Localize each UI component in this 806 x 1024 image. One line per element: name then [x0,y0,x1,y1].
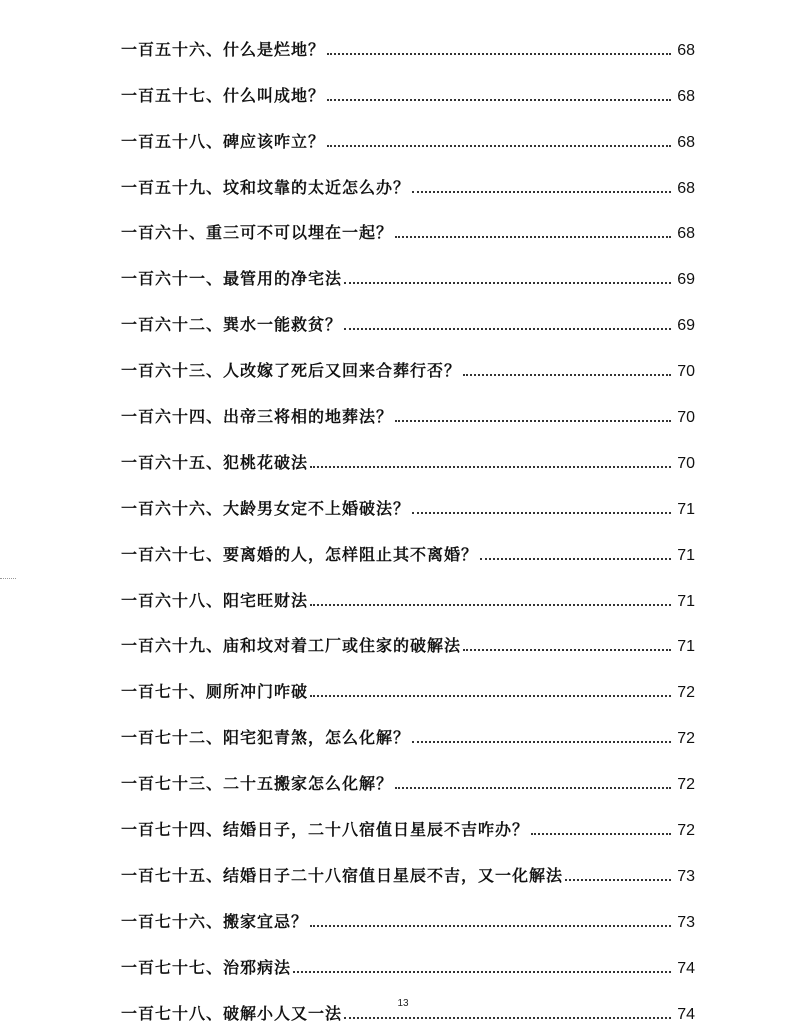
leader-dots [310,925,671,927]
toc-entry[interactable] [121,335,695,381]
toc-entry-number: 一百六十四、 [121,407,224,427]
leader-dots [395,787,671,789]
leader-dots [565,879,671,881]
toc-entry-page: 69 [677,317,695,335]
toc-entry[interactable] [121,748,695,794]
toc-entry-page: 71 [677,592,695,610]
toc-entry-title: 阳宅旺财法 [223,590,309,610]
toc-entry-title: 什么是烂地？ [223,39,326,59]
toc-entry[interactable] [121,932,695,978]
toc-entry[interactable] [121,106,695,152]
leader-dots [327,99,671,101]
toc-entry-page: 73 [677,867,695,885]
toc-entry-page: 71 [677,500,695,518]
leader-dots [412,191,671,193]
toc-entry-number: 一百六十二、 [121,315,224,335]
toc-entry-page: 68 [677,225,695,243]
toc-entry-title: 最管用的净宅法 [223,269,343,289]
toc-entry-number: 一百六十五、 [121,452,224,472]
leader-dots [480,558,671,560]
toc-entry-number: 一百七十三、 [121,774,224,794]
toc-entry[interactable] [121,152,695,198]
toc-entry[interactable] [121,519,695,565]
toc-entry-page: 72 [677,822,695,840]
leader-dots [463,649,671,651]
toc-entry-number: 一百六十一、 [121,269,224,289]
leader-dots [344,328,671,330]
toc-entry-title: 人改嫁了死后又回来合葬行否？ [223,361,462,381]
toc-entry-page: 74 [677,1005,695,1023]
leader-dots [327,53,671,55]
toc-entry[interactable] [121,60,695,106]
toc-entry-page: 70 [677,363,695,381]
toc-entry-title: 破解小人又一法 [223,1003,343,1023]
toc-entry[interactable] [121,198,695,244]
toc-entry-page: 71 [677,638,695,656]
leader-dots [395,420,671,422]
toc-entry-number: 一百七十五、 [121,865,224,885]
toc-entry-title: 坟和坟靠的太近怎么办？ [223,177,411,197]
toc-entry[interactable] [121,702,695,748]
toc-entry-number: 一百七十四、 [121,820,224,840]
toc-entry[interactable] [121,289,695,335]
toc-entry[interactable] [121,794,695,840]
toc-entry-page: 70 [677,409,695,427]
toc-entry-title: 犯桃花破法 [223,452,309,472]
leader-dots [310,695,671,697]
toc-entry-number: 一百六十六、 [121,498,224,518]
toc-entry-page: 71 [677,546,695,564]
toc-entry-number: 一百六十、 [121,223,207,243]
toc-entry-number: 一百五十九、 [121,177,224,197]
toc-entry-page: 68 [677,179,695,197]
toc-entry-title: 碑应该咋立？ [223,131,326,151]
toc-entry-title: 结婚日子，二十八宿值日星辰不吉咋办？ [223,820,530,840]
toc-entry-number: 一百六十三、 [121,361,224,381]
toc-entry-title: 什么叫成地？ [223,85,326,105]
toc-entry-title: 庙和坟对着工厂或住家的破解法 [223,636,462,656]
toc-entry-number: 一百七十八、 [121,1003,224,1023]
toc-entry-page: 68 [677,133,695,151]
toc-entry-number: 一百五十六、 [121,39,224,59]
leader-dots [531,833,671,835]
toc-entry-page: 68 [677,41,695,59]
leader-dots [395,236,671,238]
toc-entry-number: 一百七十二、 [121,728,224,748]
toc-entry-number: 一百五十七、 [121,85,224,105]
leader-dots [344,1017,671,1019]
toc-entry[interactable] [121,886,695,932]
page-number: 13 [397,998,409,1009]
toc-entry[interactable] [121,381,695,427]
toc-entry-page: 68 [677,87,695,105]
toc-entry-title: 出帝三将相的地葬法？ [223,407,394,427]
toc-entry-title: 搬家宜忌？ [223,911,309,931]
leader-dots [412,741,671,743]
toc-entry-page: 72 [677,684,695,702]
toc-entry[interactable] [121,611,695,657]
leader-dots [310,466,671,468]
toc-entry-page: 72 [677,730,695,748]
toc-entry-number: 一百六十七、 [121,544,224,564]
leader-dots [344,282,671,284]
toc-entry-page: 73 [677,913,695,931]
toc-entry-page: 72 [677,776,695,794]
toc-entry[interactable] [121,840,695,886]
toc-entry-title: 要离婚的人，怎样阻止其不离婚？ [223,544,479,564]
toc-entry-number: 一百五十八、 [121,131,224,151]
margin-dots [0,578,16,579]
toc-entry-title: 治邪病法 [223,957,292,977]
toc-entry-number: 一百七十七、 [121,957,224,977]
toc-entry[interactable] [121,473,695,519]
toc-entry-number: 一百七十六、 [121,911,224,931]
toc-entry[interactable] [121,427,695,473]
leader-dots [310,604,671,606]
toc-entry[interactable] [121,565,695,611]
toc-entry-page: 74 [677,959,695,977]
toc-entry-title: 结婚日子二十八宿值日星辰不吉，又一化解法 [223,865,564,885]
toc-entry-number: 一百六十八、 [121,590,224,610]
leader-dots [412,512,671,514]
toc-entry-page: 69 [677,271,695,289]
toc-entry-title: 大龄男女定不上婚破法？ [223,498,411,518]
toc-entry-number: 一百七十、 [121,682,207,702]
leader-dots [327,145,671,147]
table-of-contents [121,14,695,1024]
toc-entry[interactable] [121,14,695,60]
toc-entry-title: 二十五搬家怎么化解？ [223,774,394,794]
toc-entry-title: 厕所冲门咋破 [206,682,309,702]
leader-dots [293,971,671,973]
toc-entry-title: 巽水一能救贫？ [223,315,343,335]
toc-entry-title: 阳宅犯青煞，怎么化解？ [223,728,411,748]
toc-entry-page: 70 [677,454,695,472]
toc-entry[interactable] [121,656,695,702]
toc-entry[interactable] [121,243,695,289]
toc-entry-title: 重三可不可以埋在一起？ [206,223,394,243]
toc-entry-number: 一百六十九、 [121,636,224,656]
leader-dots [463,374,671,376]
